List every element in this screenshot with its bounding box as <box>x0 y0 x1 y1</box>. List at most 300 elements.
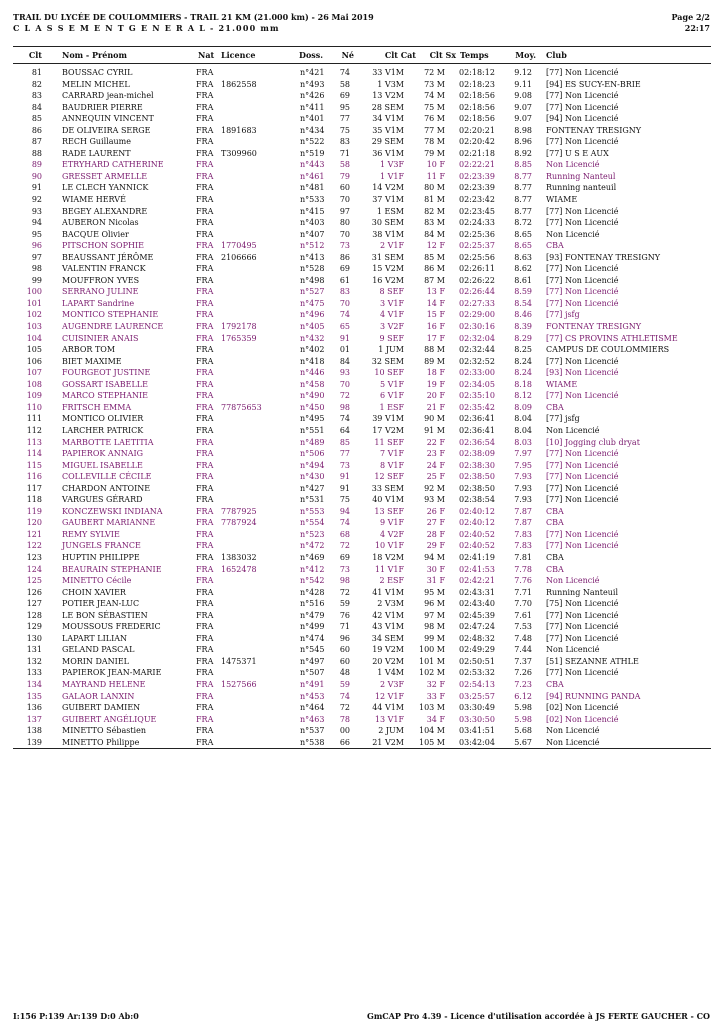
cell-lic: 7787924 <box>221 518 257 528</box>
cell-doss: n°428 <box>300 587 325 597</box>
cell-moy: 8.77 <box>514 183 532 193</box>
print-time: 22:17 <box>684 23 710 33</box>
cell-doss: n°506 <box>300 449 325 459</box>
cell-nom: VALENTIN FRANCK <box>62 264 146 274</box>
cell-cat: 36 V1M <box>372 148 404 158</box>
cell-ne: 70 <box>339 298 350 308</box>
cell-cat: 15 V2M <box>372 264 404 274</box>
cell-sx: 72 M <box>424 68 445 77</box>
cell-doss: n°512 <box>300 241 325 251</box>
cell-lic: 1652478 <box>221 564 257 574</box>
cell-club: CBA <box>546 552 564 562</box>
cell-cat: 20 V2M <box>372 656 404 666</box>
cell-doss: n°463 <box>300 714 325 724</box>
cell-moy: 7.76 <box>514 576 532 586</box>
cell-nat: FRA <box>196 241 214 251</box>
cell-cat: 31 SEM <box>371 252 404 262</box>
cell-ne: 98 <box>339 576 350 586</box>
cell-moy: 8.61 <box>514 275 532 285</box>
cell-doss: n°430 <box>300 472 325 482</box>
cell-sx: 11 F <box>426 171 445 181</box>
cell-tps: 02:18:23 <box>459 79 495 89</box>
table-row <box>0 321 724 333</box>
cell-moy: 9.11 <box>514 79 532 89</box>
table-row <box>0 714 724 726</box>
cell-ne: 76 <box>339 610 350 620</box>
cell-doss: n°542 <box>300 576 325 586</box>
cell-nom: BEAUSSANT JÉRÔME <box>62 252 154 262</box>
cell-moy: 8.96 <box>514 137 532 147</box>
cell-club: [77] Non Licencié <box>546 460 619 470</box>
cell-club: Non Licencié <box>546 229 600 239</box>
table-row <box>0 298 724 310</box>
cell-cat: 34 SEM <box>371 633 404 643</box>
cell-cat: 13 SEF <box>374 506 404 516</box>
cell-doss: n°434 <box>300 125 325 135</box>
cell-moy: 9.07 <box>514 102 532 112</box>
cell-sx: 19 F <box>426 379 445 389</box>
cell-nat: FRA <box>196 218 214 228</box>
table-row <box>0 90 724 102</box>
cell-club: [77] Non Licencié <box>546 495 619 505</box>
cell-tps: 02:18:56 <box>459 114 495 124</box>
cell-tps: 02:26:44 <box>459 287 495 297</box>
cell-ne: 95 <box>339 102 350 112</box>
table-row <box>0 413 724 425</box>
cell-nat: FRA <box>196 333 214 343</box>
cell-sx: 74 M <box>424 91 445 101</box>
cell-tps: 02:43:31 <box>459 587 495 597</box>
cell-cat: 4 V1F <box>379 310 404 320</box>
col-nom: Nom - Prénom <box>62 50 127 60</box>
cell-clt: 113 <box>26 437 42 447</box>
cell-clt: 114 <box>26 449 42 459</box>
cell-nat: FRA <box>196 379 214 389</box>
cell-nom: FOURGEOT JUSTINE <box>62 368 151 378</box>
cell-nat: FRA <box>196 206 214 216</box>
cell-clt: 131 <box>26 645 42 655</box>
cell-ne: 73 <box>339 241 350 251</box>
table-row <box>0 437 724 449</box>
col-temps: Temps <box>460 50 489 60</box>
cell-nat: FRA <box>196 345 214 355</box>
cell-lic: 1792178 <box>221 322 257 332</box>
cell-ne: 74 <box>339 310 350 320</box>
cell-sx: 91 M <box>424 425 445 435</box>
cell-ne: 78 <box>339 714 350 724</box>
cell-doss: n°496 <box>300 310 325 320</box>
cell-tps: 02:38:54 <box>459 495 495 505</box>
cell-moy: 7.48 <box>514 633 532 643</box>
cell-sx: 21 F <box>426 402 445 412</box>
cell-tps: 02:32:44 <box>459 345 495 355</box>
cell-doss: n°407 <box>300 229 325 239</box>
cell-ne: 91 <box>339 472 350 482</box>
cell-moy: 9.12 <box>514 68 532 77</box>
cell-sx: 29 F <box>426 541 445 551</box>
cell-club: Non Licencié <box>546 737 600 747</box>
cell-moy: 9.08 <box>514 91 532 101</box>
cell-club: [77] Non Licencié <box>546 483 619 493</box>
cell-moy: 8.92 <box>514 148 532 158</box>
cell-sx: 78 M <box>424 137 445 147</box>
cell-tps: 02:36:41 <box>459 414 495 424</box>
cell-tps: 03:30:49 <box>459 703 495 713</box>
cell-cat: 40 V1M <box>372 495 404 505</box>
cell-nat: FRA <box>196 183 214 193</box>
cell-nom: MIGUEL ISABELLE <box>62 460 143 470</box>
cell-nat: FRA <box>196 656 214 666</box>
cell-nat: FRA <box>196 391 214 401</box>
cell-moy: 8.04 <box>514 414 532 424</box>
cell-ne: 60 <box>339 656 350 666</box>
cell-club: [77] Non Licencié <box>546 206 619 216</box>
table-row <box>0 552 724 564</box>
cell-nom: POTIER JEAN-LUC <box>62 599 140 609</box>
cell-clt: 138 <box>26 726 42 736</box>
cell-clt: 135 <box>26 691 42 701</box>
cell-club: [77] Non Licencié <box>546 91 619 101</box>
cell-nom: PITSCHON SOPHIE <box>62 241 144 251</box>
cell-club: Non Licencié <box>546 425 600 435</box>
report-title: TRAIL DU LYCÉE DE COULOMMIERS - TRAIL 21 KM (21.000 km) - 26 Mai 2019 <box>13 12 374 22</box>
cell-sx: 73 M <box>424 79 445 89</box>
cell-nat: FRA <box>196 287 214 297</box>
cell-moy: 7.53 <box>514 622 532 632</box>
cell-clt: 134 <box>26 679 42 689</box>
cell-nom: BEAURAIN STEPHANIE <box>62 564 162 574</box>
cell-cat: 44 V1M <box>372 703 404 713</box>
cell-sx: 26 F <box>426 506 445 516</box>
cell-nom: CUISINIER ANAIS <box>62 333 139 343</box>
cell-nat: FRA <box>196 633 214 643</box>
cell-nom: LARCHER PATRICK <box>62 425 144 435</box>
cell-moy: 8.65 <box>514 241 532 251</box>
cell-sx: 23 F <box>426 449 445 459</box>
cell-cat: 8 V1F <box>379 460 404 470</box>
cell-lic: 1383032 <box>221 552 257 562</box>
cell-cat: 12 SEF <box>374 472 404 482</box>
table-row <box>0 425 724 437</box>
cell-ne: 72 <box>339 541 350 551</box>
cell-sx: 90 M <box>424 414 445 424</box>
cell-ne: 72 <box>339 703 350 713</box>
cell-moy: 8.85 <box>514 160 532 170</box>
cell-nom: GRESSET ARMELLE <box>62 171 148 181</box>
cell-nom: ARBOR TOM <box>62 345 116 355</box>
cell-tps: 02:38:30 <box>459 460 495 470</box>
cell-clt: 82 <box>31 79 42 89</box>
cell-tps: 02:23:42 <box>459 195 495 205</box>
cell-cat: 19 V2M <box>372 645 404 655</box>
cell-clt: 115 <box>26 460 42 470</box>
cell-clt: 100 <box>26 287 42 297</box>
cell-sx: 18 F <box>426 368 445 378</box>
cell-club: CBA <box>546 679 564 689</box>
table-row <box>0 679 724 691</box>
cell-cat: 41 V1M <box>372 587 404 597</box>
cell-moy: 7.23 <box>514 679 532 689</box>
col-doss: Doss. <box>299 50 324 60</box>
table-row <box>0 402 724 414</box>
cell-lic: 7787925 <box>221 506 257 516</box>
cell-cat: 3 V2F <box>379 322 404 332</box>
cell-nom: BACQUE Olivier <box>62 229 129 239</box>
cell-ne: 83 <box>339 137 350 147</box>
cell-nat: FRA <box>196 437 214 447</box>
cell-clt: 128 <box>26 610 42 620</box>
cell-nat: FRA <box>196 506 214 516</box>
cell-moy: 8.03 <box>514 437 532 447</box>
cell-clt: 105 <box>26 345 42 355</box>
cell-nat: FRA <box>196 368 214 378</box>
cell-cat: 14 V2M <box>372 183 404 193</box>
cell-ne: 96 <box>339 633 350 643</box>
cell-ne: 77 <box>339 114 350 124</box>
cell-clt: 102 <box>26 310 42 320</box>
cell-ne: 48 <box>339 668 350 678</box>
cell-moy: 7.93 <box>514 483 532 493</box>
cell-club: CBA <box>546 506 564 516</box>
col-clt: Clt <box>28 50 42 60</box>
cell-club: Running Nanteuil <box>546 587 618 597</box>
table-row <box>0 610 724 622</box>
cell-ne: 97 <box>339 206 350 216</box>
cell-sx: 80 M <box>424 183 445 193</box>
cell-sx: 95 M <box>424 587 445 597</box>
cell-tps: 02:18:56 <box>459 102 495 112</box>
cell-doss: n°497 <box>300 656 325 666</box>
report-subtitle: C L A S S E M E N T G E N E R A L - 21.000 mm <box>13 23 280 33</box>
cell-ne: 72 <box>339 587 350 597</box>
table-row <box>0 575 724 587</box>
cell-ne: 94 <box>339 506 350 516</box>
cell-moy: 7.97 <box>514 449 532 459</box>
cell-tps: 03:41:51 <box>459 726 495 736</box>
cell-sx: 32 F <box>426 679 445 689</box>
table-row <box>0 344 724 356</box>
table-row <box>0 171 724 183</box>
cell-ne: 84 <box>339 356 350 366</box>
cell-nom: SERRANO JULINE <box>62 287 139 297</box>
cell-nom: MINETTO Cécile <box>62 576 132 586</box>
cell-nom: GOSSART ISABELLE <box>62 379 148 389</box>
cell-clt: 103 <box>26 322 42 332</box>
cell-tps: 02:30:16 <box>459 322 495 332</box>
cell-cat: 1 V1F <box>379 171 404 181</box>
table-row <box>0 159 724 171</box>
cell-clt: 109 <box>26 391 42 401</box>
cell-cat: 2 V3M <box>377 599 404 609</box>
cell-club: [77] Non Licencié <box>546 102 619 112</box>
cell-sx: 12 F <box>426 241 445 251</box>
cell-cat: 11 V1F <box>374 564 404 574</box>
cell-cat: 1 V3M <box>377 79 404 89</box>
cell-nom: WIAME HERVÉ <box>62 195 126 205</box>
cell-moy: 8.24 <box>514 368 532 378</box>
cell-lic: 2106666 <box>221 252 257 262</box>
cell-sx: 75 M <box>424 102 445 112</box>
cell-moy: 7.93 <box>514 495 532 505</box>
cell-ne: 71 <box>339 622 350 632</box>
cell-sx: 92 M <box>424 483 445 493</box>
cell-ne: 60 <box>339 183 350 193</box>
cell-sx: 30 F <box>426 564 445 574</box>
cell-moy: 8.18 <box>514 379 532 389</box>
cell-nom: RADE LAURENT <box>62 148 131 158</box>
cell-clt: 118 <box>26 495 42 505</box>
table-row <box>0 587 724 599</box>
cell-ne: 69 <box>339 552 350 562</box>
cell-doss: n°519 <box>300 148 325 158</box>
cell-tps: 02:26:11 <box>459 264 495 274</box>
cell-tps: 02:43:40 <box>459 599 495 609</box>
table-row <box>0 113 724 125</box>
cell-clt: 96 <box>31 241 42 251</box>
cell-tps: 02:25:36 <box>459 229 495 239</box>
cell-ne: 70 <box>339 379 350 389</box>
cell-ne: 69 <box>339 91 350 101</box>
table-row <box>0 367 724 379</box>
cell-clt: 125 <box>26 576 42 586</box>
cell-tps: 02:22:21 <box>459 160 495 170</box>
table-row <box>0 286 724 298</box>
cell-sx: 34 F <box>426 714 445 724</box>
cell-nat: FRA <box>196 102 214 112</box>
cell-clt: 123 <box>26 552 42 562</box>
cell-sx: 33 F <box>426 691 445 701</box>
cell-clt: 97 <box>31 252 42 262</box>
cell-nom: LAPART Sandrine <box>62 298 135 308</box>
table-row <box>0 309 724 321</box>
cell-doss: n°537 <box>300 726 325 736</box>
cell-doss: n°443 <box>300 160 325 170</box>
cell-club: [77] Non Licencié <box>546 541 619 551</box>
table-row <box>0 356 724 368</box>
cell-club: Running nanteuil <box>546 183 617 193</box>
table-row <box>0 79 724 91</box>
cell-clt: 137 <box>26 714 42 724</box>
report-header <box>13 12 374 34</box>
cell-nat: FRA <box>196 472 214 482</box>
cell-lic: 1765359 <box>221 333 257 343</box>
cell-nat: FRA <box>196 264 214 274</box>
cell-club: [93] FONTENAY TRESIGNY <box>546 252 661 262</box>
cell-clt: 90 <box>31 171 42 181</box>
cell-club: CBA <box>546 518 564 528</box>
cell-tps: 03:30:50 <box>459 714 495 724</box>
cell-nom: VARGUES GÉRARD <box>62 495 143 505</box>
cell-tps: 02:41:19 <box>459 552 495 562</box>
cell-nom: MINETTO Philippe <box>62 737 140 747</box>
cell-club: [77] Non Licencié <box>546 529 619 539</box>
cell-sx: 101 M <box>418 656 445 666</box>
cell-club: [94] RUNNING PANDA <box>546 691 641 701</box>
cell-sx: 16 F <box>426 322 445 332</box>
cell-sx: 84 M <box>424 229 445 239</box>
page-info <box>671 12 710 34</box>
cell-doss: n°494 <box>300 460 325 470</box>
cell-nom: MINETTO Sébastien <box>62 726 146 736</box>
cell-ne: 66 <box>339 737 350 747</box>
cell-nat: FRA <box>196 564 214 574</box>
cell-nom: RECH Guillaume <box>62 137 131 147</box>
cell-moy: 8.04 <box>514 425 532 435</box>
cell-sx: 14 F <box>426 298 445 308</box>
cell-tps: 03:42:04 <box>459 737 495 747</box>
cell-cat: 17 V2M <box>372 425 404 435</box>
cell-club: FONTENAY TRESIGNY <box>546 125 642 135</box>
col-nat: Nat <box>198 50 215 60</box>
col-sx: Clt Sx <box>429 50 456 60</box>
cell-nat: FRA <box>196 425 214 435</box>
cell-club: FONTENAY TRESIGNY <box>546 322 642 332</box>
cell-sx: 27 F <box>426 518 445 528</box>
cell-sx: 24 F <box>426 460 445 470</box>
col-licence: Licence <box>221 50 256 60</box>
cell-club: [77] Non Licencié <box>546 633 619 643</box>
table-row <box>0 333 724 345</box>
col-moy: Moy. <box>515 50 536 60</box>
cell-club: [02] Non Licencié <box>546 703 619 713</box>
cell-doss: n°461 <box>300 171 325 181</box>
cell-clt: 95 <box>31 229 42 239</box>
table-row <box>0 379 724 391</box>
cell-lic: 1527566 <box>221 679 257 689</box>
cell-clt: 108 <box>26 379 42 389</box>
cell-doss: n°427 <box>300 483 325 493</box>
cell-doss: n°458 <box>300 379 325 389</box>
cell-ne: 71 <box>339 148 350 158</box>
cell-doss: n°495 <box>300 414 325 424</box>
cell-clt: 130 <box>26 633 42 643</box>
cell-nom: ETRYHARD CATHERINE <box>62 160 164 170</box>
cell-ne: 60 <box>339 645 350 655</box>
cell-clt: 92 <box>31 195 42 205</box>
table-row <box>0 102 724 114</box>
cell-club: [77] Non Licencié <box>546 137 619 147</box>
cell-clt: 121 <box>26 529 42 539</box>
cell-doss: n°507 <box>300 668 325 678</box>
cell-moy: 7.71 <box>514 587 532 597</box>
cell-cat: 1 ESF <box>379 402 404 412</box>
cell-ne: 69 <box>339 264 350 274</box>
cell-club: [93] Non Licencié <box>546 368 619 378</box>
cell-doss: n°551 <box>300 425 325 435</box>
cell-doss: n°432 <box>300 333 325 343</box>
cell-nat: FRA <box>196 275 214 285</box>
cell-cat: 32 SEM <box>371 356 404 366</box>
cell-moy: 6.12 <box>514 691 532 701</box>
cell-clt: 120 <box>26 518 42 528</box>
cell-nom: CHOIN XAVIER <box>62 587 126 597</box>
cell-tps: 02:42:21 <box>459 576 495 586</box>
cell-nat: FRA <box>196 737 214 747</box>
cell-doss: n°411 <box>300 102 325 112</box>
table-row <box>0 229 724 241</box>
cell-moy: 7.83 <box>514 541 532 551</box>
table-row <box>0 564 724 576</box>
cell-moy: 7.70 <box>514 599 532 609</box>
cell-tps: 02:23:39 <box>459 171 495 181</box>
cell-nat: FRA <box>196 576 214 586</box>
table-row <box>0 483 724 495</box>
cell-nom: CARRARD jean-michel <box>62 91 154 101</box>
cell-club: Running Nanteul <box>546 171 616 181</box>
cell-doss: n°533 <box>300 195 325 205</box>
cell-moy: 8.54 <box>514 298 532 308</box>
cell-doss: n°489 <box>300 437 325 447</box>
